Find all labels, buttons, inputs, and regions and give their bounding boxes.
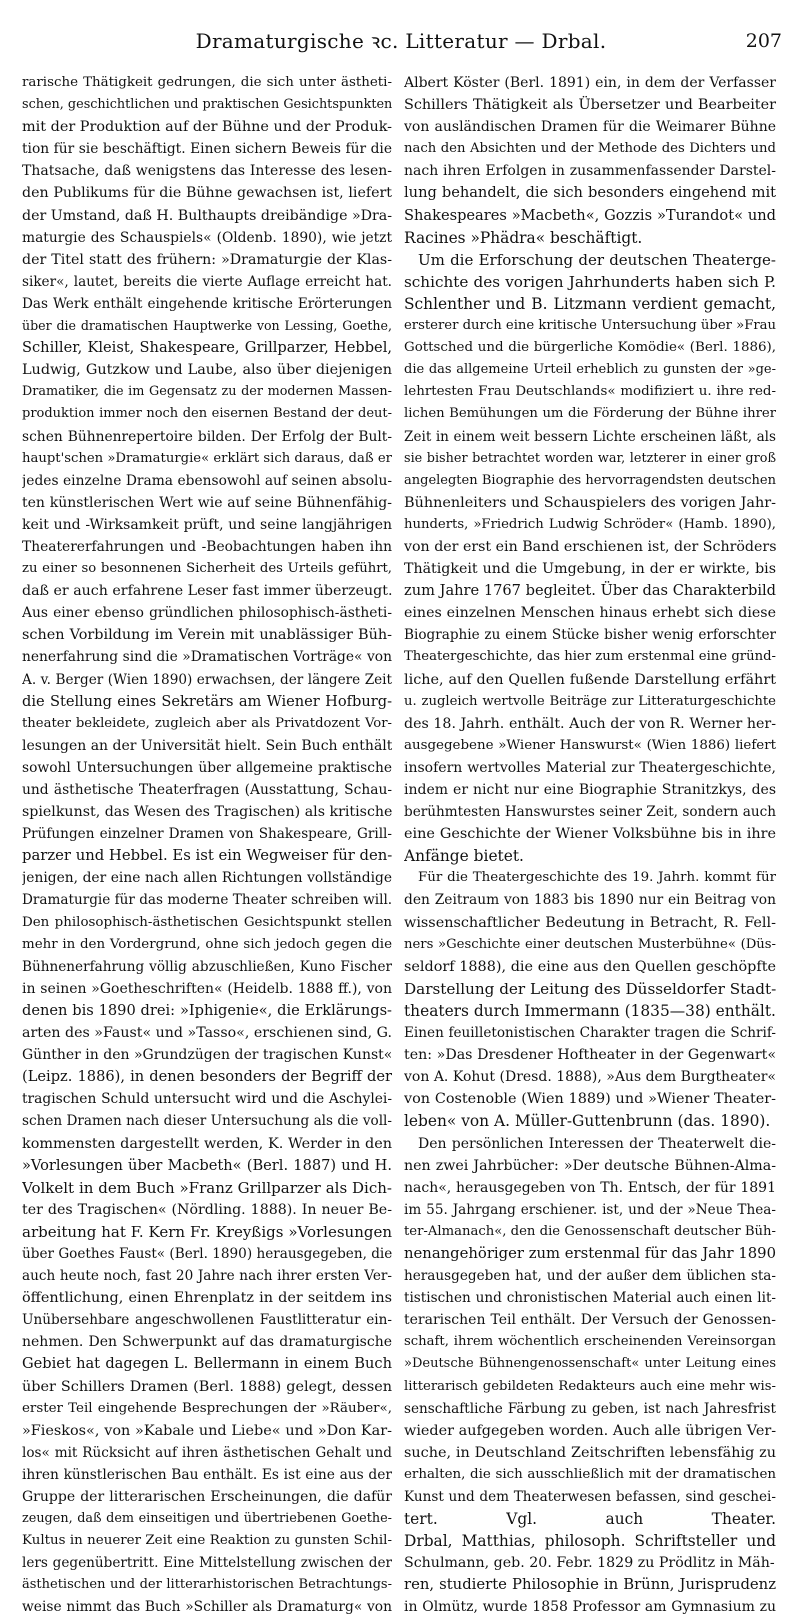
right-column-line: tert. Vgl. auch Theater. [404, 1510, 776, 1529]
right-column-line: indem er nicht nur eine Biographie Stranitzkys, des [404, 782, 776, 798]
left-column-line: der Titel statt des frühern: »Dramaturgie der Klas- [22, 251, 392, 268]
left-column-line: rarische Thätigkeit gedrungen, die sich unter ästheti- [22, 75, 392, 90]
right-column-line: Bühnenleiters und Schauspielers des vorigen Jahr- [404, 494, 776, 511]
left-column-line: denen bis 1890 drei: »Iphigenie«, die Erklärungs- [22, 1001, 392, 1019]
right-column-line: in Olmütz, wurde 1858 Professor am Gymnasium zu [404, 1599, 776, 1616]
left-column-line: nehmen. Den Schwerpunkt auf das dramaturgische [22, 1334, 392, 1351]
left-column-line: Den philosophisch-ästhetischen Gesichtspunkt stellen [22, 914, 392, 930]
left-column-line: arten des »Faust« und »Tasso«, erschienen sind, G. [22, 1025, 392, 1042]
right-column-line: sie bisher betrachtet worden war, letzterer in einer groß [404, 450, 776, 466]
right-column-line: eines einzelnen Menschen hinaus erhebt sich diese [404, 605, 776, 622]
right-column-line: senschaftliche Färbung zu geben, ist nach Jahresfrist [404, 1400, 776, 1417]
right-column-line: Albert Köster (Berl. 1891) ein, in dem der Verfasser [404, 75, 776, 91]
left-column-line: die Stellung eines Sekretärs am Wiener Hofburg- [22, 692, 392, 710]
left-column-line: weise nimmt das Buch »Schiller als Dramaturg« von [22, 1599, 392, 1616]
right-column-line: Racines »Phädra« beschäftigt. [404, 228, 643, 247]
header-title: Dramaturgische ꝛc. Litteratur — Drbal. [195, 29, 607, 53]
left-column-line: haupt'schen »Dramaturgie« erklärt sich daraus, daß er [22, 450, 392, 466]
right-column-line: Gottsched und die bürgerliche Komödie« (Berl. 1886), [404, 340, 776, 356]
right-column-line: von ausländischen Dramen für die Weimarer Bühne [404, 119, 776, 136]
right-column-line: ersterer durch eine kritische Untersuchung über »Frau [404, 318, 776, 334]
right-column-line: herausgegeben hat, und der außer dem üblichen sta- [404, 1268, 776, 1285]
right-column-line: Schillers Thätigkeit als Übersetzer und Bearbeiter [404, 97, 776, 114]
left-column-line: tion für sie beschäftigt. Einen sichern Beweis für die [22, 141, 392, 158]
left-column-line: maturgie des Schauspiels« (Oldenb. 1890), wie jetzt [22, 229, 392, 246]
right-column-line: zum Jahre 1767 begleitet. Über das Charakterbild [404, 582, 776, 600]
left-column-line: tragischen Schuld untersucht wird und die Aschylei- [22, 1091, 392, 1108]
page-number: 207 [745, 30, 782, 52]
left-column-line: »Fieskos«, von »Kabale und Liebe« und »Don Kar- [22, 1422, 392, 1439]
right-column-line: lung behandelt, die sich besonders eingehend mit [404, 184, 776, 202]
right-column-line: theaters durch Immermann (1835—38) enthält. [404, 1001, 776, 1020]
left-column-line: schen Vorbildung im Verein mit unablässiger Büh- [22, 627, 392, 644]
right-column-line: Den persönlichen Interessen der Theaterwelt die- [418, 1135, 776, 1152]
right-column-line: wieder aufgegeben worden. Auch alle übrigen Ver- [404, 1422, 776, 1439]
right-column-line: insofern wertvolles Material zur Theatergeschichte, [404, 759, 776, 776]
right-column-line: schaft, ihrem wöchentlich erscheinenden Vereinsorgan [404, 1334, 776, 1350]
right-column-line: Theatergeschichte, das hier zum erstenmal eine gründ- [404, 649, 776, 665]
right-column-line: Einen feuilletonistischen Charakter tragen die Schrif- [404, 1025, 776, 1042]
right-column-line: liche, auf den Quellen fußende Darstellung erfährt [404, 671, 776, 688]
right-column-line: von A. Kohut (Dresd. 1888), »Aus dem Burgtheater« [404, 1069, 776, 1086]
right-column-line: tistischen und chronistischen Material auch einen lit- [404, 1290, 776, 1307]
right-column-line: Schulmann, geb. 20. Febr. 1829 zu Prödlitz in Mäh- [404, 1555, 775, 1572]
right-column-line: Für die Theatergeschichte des 19. Jahrh. kommt für [418, 870, 776, 886]
right-column-line: nen zwei Jahrbücher: »Der deutsche Bühnen-Alma- [404, 1157, 776, 1174]
left-column-line: und ästhetische Theaterfragen (Ausstattung, Schau- [22, 782, 392, 798]
right-column-line: Drbal, Matthias, philosoph. Schriftsteller und [404, 1532, 776, 1551]
right-column-line: ners »Geschichte einer deutschen Musterbühne« (Düs- [404, 936, 776, 952]
left-column-line: Thatsache, daß wenigstens das Interesse des lesen- [22, 163, 392, 180]
left-column-line: zu einer so besonnenen Sicherheit des Urteils geführt, [22, 561, 392, 577]
right-column-line: ausgegebene »Wiener Hanswurst« (Wien 1886) liefert [404, 737, 776, 753]
right-column-line: lehrtesten Frau Deutschlands« modifiziert u. ihre red- [404, 384, 776, 400]
left-column-line: auch heute noch, fast 20 Jahre nach ihrer ersten Ver- [22, 1268, 392, 1285]
left-column-line: öffentlichung, einen Ehrenplatz in der seitdem ins [22, 1290, 392, 1307]
left-column-line: Volkelt in dem Buch »Franz Grillparzer als Dich- [22, 1178, 392, 1197]
left-column-line: den Publikums für die Bühne gewachsen ist, liefert [22, 185, 392, 202]
left-column-line: Schiller, Kleist, Shakespeare, Grillparzer, Hebbel, [22, 339, 392, 357]
left-column-line: ihren künstlerischen Bau enthält. Es ist eine aus der [22, 1466, 392, 1483]
left-column-line: Dramaturgie für das moderne Theater schreiben will. [22, 892, 392, 909]
left-column-line: jedes einzelne Drama ebensowohl auf seinen absolu- [22, 472, 392, 489]
right-column-line: ten: »Das Dresdener Hoftheater in der Gegenwart« [404, 1047, 776, 1064]
left-column-line: produktion immer noch den eisernen Bestand der deut- [22, 406, 392, 422]
left-column-line: Ludwig, Gutzkow und Laube, also über diejenigen [22, 362, 392, 379]
right-column-line: Anfänge bietet. [404, 847, 524, 866]
right-column-line: Um die Erforschung der deutschen Theaterge- [418, 250, 776, 269]
left-column-line: Gebiet hat dagegen L. Bellermann in einem Buch [22, 1355, 392, 1373]
left-column-line: siker«, lautet, bereits die vierte Auflage erreicht hat. [22, 273, 392, 290]
left-column-line: ästhetischen und der litterarhistorischen Betrachtungs- [22, 1577, 392, 1593]
right-column-line: eine Geschichte der Wiener Volksbühne bis in ihre [404, 826, 776, 843]
left-column-line: »Vorlesungen über Macbeth« (Berl. 1887) und H. [22, 1156, 392, 1174]
left-column-line: ter des Tragischen« (Nördling. 1888). In neuer Be- [22, 1201, 392, 1218]
right-column-line: terarischen Teil enthält. Der Versuch der Genossen- [404, 1312, 776, 1329]
left-column-line: Unübersehbare angeschwollenen Faustlitteratur ein- [22, 1312, 392, 1329]
left-column-line: parzer und Hebbel. Es ist ein Wegweiser für den- [22, 847, 392, 865]
left-column-line: theater bekleidete, zugleich aber als Privatdozent Vor- [22, 715, 392, 731]
left-column-line: in seinen »Goetheschriften« (Heidelb. 1888 ff.), von [22, 980, 392, 997]
left-column-line: über die dramatischen Hauptwerke von Lessing, Goethe, [22, 318, 392, 334]
right-column-line: Shakespeares »Macbeth«, Gozzis »Turandot« und [404, 206, 776, 224]
left-column-line: zeugen, daß dem einseitigen und übertriebenen Goethe- [22, 1511, 392, 1527]
left-column-line: lers gegenübertritt. Eine Mittelstellung zwischen der [22, 1555, 392, 1572]
right-column-line: Darstellung der Leitung des Düsseldorfer Stadt- [404, 979, 776, 998]
right-column [404, 72, 776, 1619]
right-column-line: »Deutsche Bühnengenossenschaft« unter Leitung eines [404, 1356, 776, 1372]
right-column-line: lichen Bemühungen um die Förderung der Bühne ihrer [404, 406, 776, 422]
left-column-line: arbeitung hat F. Kern Fr. Kreyßigs »Vorlesungen [22, 1222, 392, 1241]
right-column-line: Zeit in einem weit bessern Lichte erscheinen läßt, als [404, 428, 776, 445]
left-column-line: Günther in den »Grundzügen der tragischen Kunst« [22, 1047, 392, 1064]
left-column-line: schen, geschichtlichen und praktischen Gesichtspunkten [22, 97, 392, 113]
left-column-line: mehr in den Vordergrund, ohne sich jedoch gegen die [22, 936, 392, 952]
left-column-line: Aus einer ebenso gründlichen philosophisch-ästheti- [22, 605, 392, 622]
right-column-line: wissenschaftlicher Bedeutung in Betracht, R. Fell- [404, 914, 776, 931]
right-column-line: ter-Almanach«, den die Genossenschaft deutscher Büh- [404, 1223, 776, 1239]
right-column-line: die das allgemeine Urteil erheblich zu gunsten der »ge- [404, 362, 776, 378]
right-column-line: erhalten, die sich ausschließlich mit der dramatischen [404, 1466, 776, 1482]
right-column-line: ren, studierte Philosophie in Brünn, Jurisprudenz [404, 1576, 776, 1594]
left-column-line: lesungen an der Universität hielt. Sein Buch enthält [22, 737, 392, 754]
left-column-line: A. v. Berger (Wien 1890) erwachsen, der längere Zeit [22, 671, 392, 688]
right-column-line: von der erst ein Band erschienen ist, der Schröders [404, 538, 776, 555]
left-column-line: nenerfahrung sind die »Dramatischen Vorträge« von [22, 649, 392, 666]
left-column-line: spielkunst, das Wesen des Tragischen) als kritische [22, 804, 392, 821]
right-column-line: suche, in Deutschland Zeitschriften lebensfähig zu [404, 1444, 776, 1461]
left-column-line: über Goethes Faust« (Berl. 1890) herausgegeben, die [22, 1245, 392, 1262]
left-column-line: Prüfungen einzelner Dramen von Shakespeare, Grill- [22, 826, 392, 843]
left-column [22, 72, 392, 1619]
right-column-line: u. zugleich wertvolle Beiträge zur Litteraturgeschichte [404, 693, 776, 709]
left-column-line: sowohl Untersuchungen über allgemeine praktische [22, 759, 392, 776]
left-column-line: erster Teil eingehende Besprechungen der »Räuber«, [22, 1400, 392, 1416]
left-column-line: keit und -Wirksamkeit prüft, und seine langjährigen [22, 516, 392, 533]
right-column-line: schichte des vorigen Jahrhunderts haben sich P. [404, 272, 776, 291]
left-column-line: ten künstlerischen Wert wie auf seine Bühnenfähig- [22, 494, 392, 511]
right-column-line: berühmtesten Hanswurstes seiner Zeit, sondern auch [404, 804, 776, 821]
left-column-line: Das Werk enthält eingehende kritische Erörterungen [22, 295, 392, 312]
left-column-line: über Schillers Dramen (Berl. 1888) gelegt, dessen [22, 1378, 392, 1395]
right-column-line: hunderts, »Friedrich Ludwig Schröder« (Hamb. 1890), [404, 516, 776, 532]
right-column-line: Thätigkeit und die Umgebung, in der er wirkte, bis [404, 561, 776, 578]
right-column-line: Kunst und dem Theaterwesen befassen, sind geschei- [404, 1489, 776, 1505]
left-column-line: daß er auch erfahrene Leser fast immer überzeugt. [22, 583, 392, 600]
right-column-line: litterarisch gebildeten Redakteurs auch eine mehr wis- [404, 1378, 776, 1394]
left-column-line: Bühnenerfahrung völlig abzuschließen, Kuno Fischer [22, 958, 392, 975]
left-column-line: Dramatiker, die im Gegensatz zu der modernen Massen- [22, 384, 392, 400]
right-column-line: nenangehöriger zum erstenmal für das Jahr 1890 [404, 1244, 776, 1262]
left-column-line: schen Bühnenrepertoire bilden. Der Erfolg der Bult- [22, 428, 392, 445]
left-column-line: mit der Produktion auf der Bühne und der Produk- [22, 119, 392, 136]
right-column-line: des 18. Jahrh. enthält. Auch der von R. Werner her- [404, 715, 776, 732]
left-column-line: los« mit Rücksicht auf ihren ästhetischen Gehalt und [22, 1444, 392, 1461]
right-column-line: den Zeitraum von 1883 bis 1890 nur ein Beitrag von [404, 892, 776, 909]
left-column-line: Kultus in neuerer Zeit eine Reaktion zu gunsten Schil- [22, 1533, 392, 1549]
right-column-line: angelegten Biographie des hervorragendsten deutschen [404, 472, 776, 488]
running-header [20, 28, 782, 54]
right-column-line: seldorf 1888), die eine aus den Quellen geschöpfte [404, 958, 776, 975]
left-column-line: jenigen, der eine nach allen Richtungen vollständige [22, 870, 392, 887]
right-column-line: leben« von A. Müller-Guttenbrunn (das. 1890). [404, 1112, 771, 1131]
right-column-line: von Costenoble (Wien 1889) und »Wiener Theater- [404, 1091, 776, 1108]
right-column-line: im 55. Jahrgang erschiener. ist, und der »Neue Thea- [404, 1201, 776, 1218]
left-column-line: Gruppe der litterarischen Erscheinungen, die dafür [22, 1489, 392, 1505]
left-column-line: Theatererfahrungen und -Beobachtungen haben ihn [22, 538, 392, 555]
right-column-line: nach«, herausgegeben von Th. Entsch, der für 1891 [404, 1179, 776, 1196]
left-column-line: der Umstand, daß H. Bulthaupts dreibändige »Dra- [22, 207, 392, 224]
left-column-line: (Leipz. 1886), in denen besonders der Begriff der [22, 1068, 392, 1086]
right-column-line: nach ihren Erfolgen in zusammenfassender Darstel- [404, 163, 776, 180]
right-column-line: Biographie zu einem Stücke bisher wenig erforschter [404, 627, 776, 644]
right-column-line: nach den Absichten und der Methode des Dichters und [404, 141, 776, 157]
left-column-line: kommensten dargestellt werden, K. Werder in den [22, 1135, 392, 1152]
right-column-line: Schlenther und B. Litzmann verdient gemacht, [404, 294, 776, 313]
left-column-line: schen Dramen nach dieser Untersuchung als die voll- [22, 1113, 392, 1130]
